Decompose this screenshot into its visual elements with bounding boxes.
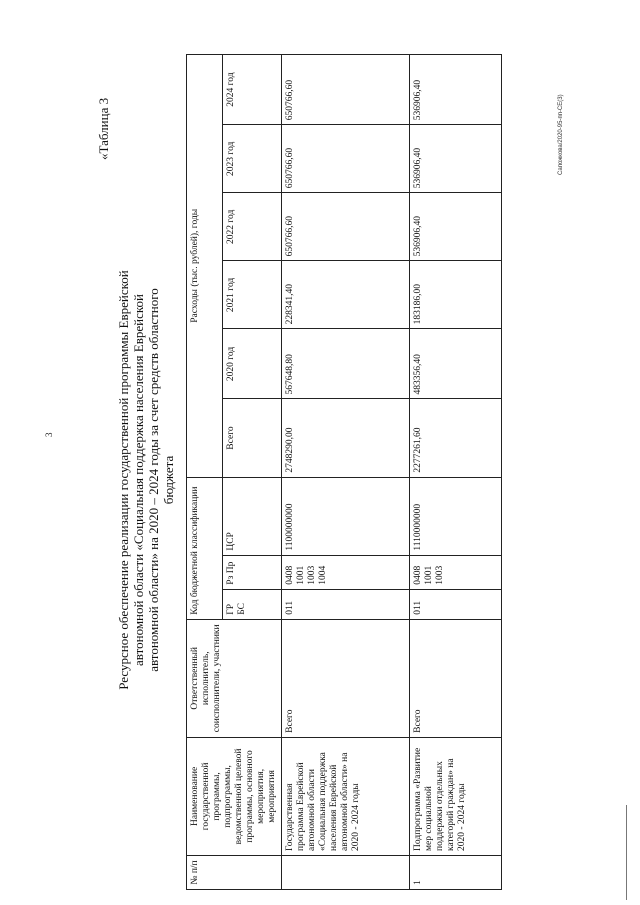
cell-name: Государственная программа Еврейской автономной области «Социальная поддержка населения Еврейской автономной области» на 2020 - 2024 годы [282,737,410,855]
page-number: 3 [44,432,54,437]
cell-2020: 567648,80 [282,329,410,399]
header-2023: 2023 год [223,125,282,193]
header-executor: Ответственный исполнитель, соисполнители, участники [187,619,282,737]
cell-2023: 536906,40 [410,125,502,193]
cell-2021: 183186,00 [410,261,502,329]
cell-rzpr: 0408 1001 1003 1004 [282,555,410,589]
header-2021: 2021 год [223,261,282,329]
table-row [410,55,502,890]
header-budget-code: Код бюджетной классификации [187,477,223,619]
rotated-document [66,30,566,890]
cell-2020: 483356,40 [410,329,502,399]
margin-line [626,805,627,900]
cell-csr: 1110000000 [410,477,502,555]
cell-num [282,855,410,889]
cell-2023: 650766,60 [282,125,410,193]
cell-grbs: 011 [282,589,410,619]
header-2024: 2024 год [223,55,282,125]
cell-executor: Всего [410,619,502,737]
resource-table [186,54,502,890]
cell-2022: 536906,40 [410,193,502,261]
header-expenses: Расходы (тыс. рублей), годы [187,55,223,478]
cell-rzpr: 0408 1001 1003 [410,555,502,589]
header-csr: ЦСР [223,477,282,555]
cell-2022: 650766,60 [282,193,410,261]
cell-2024: 650766,60 [282,55,410,125]
cell-2024: 536906,40 [410,55,502,125]
table-label: «Таблица 3 [96,97,111,160]
header-grbs: ГР БС [223,589,282,619]
table-row [282,55,410,890]
cell-total: 2277261,60 [410,399,502,477]
document-title: Ресурсное обеспечение реализации государственной программы Еврейской автономной области «Социальная поддержка населения Еврейской автономной области» на 2020 – 2024 годы за счет средств областного бюджета [116,270,176,690]
cell-2021: 228341,40 [282,261,410,329]
footer-code: Сапожкова/2020-95-пп-СЕ(3) [558,94,564,175]
header-rzpr: Рз Пр [223,555,282,589]
header-2020: 2020 год [223,329,282,399]
cell-total: 2748290,00 [282,399,410,477]
header-name: Наименование государственной программы, подпрограммы, ведомственной целевой программы, основного мероприятия, мероприятия [187,737,282,855]
header-2022: 2022 год [223,193,282,261]
cell-num: 1 [410,855,502,889]
cell-csr: 1100000000 [282,477,410,555]
cell-name: Подпрограмма «Развитие мер социальной поддержки отдельных категорий граждан» на 2020 - 2024 годы [410,737,502,855]
cell-executor: Всего [282,619,410,737]
header-num: № п/п [187,855,282,889]
header-total: Всего [223,399,282,477]
cell-grbs: 011 [410,589,502,619]
